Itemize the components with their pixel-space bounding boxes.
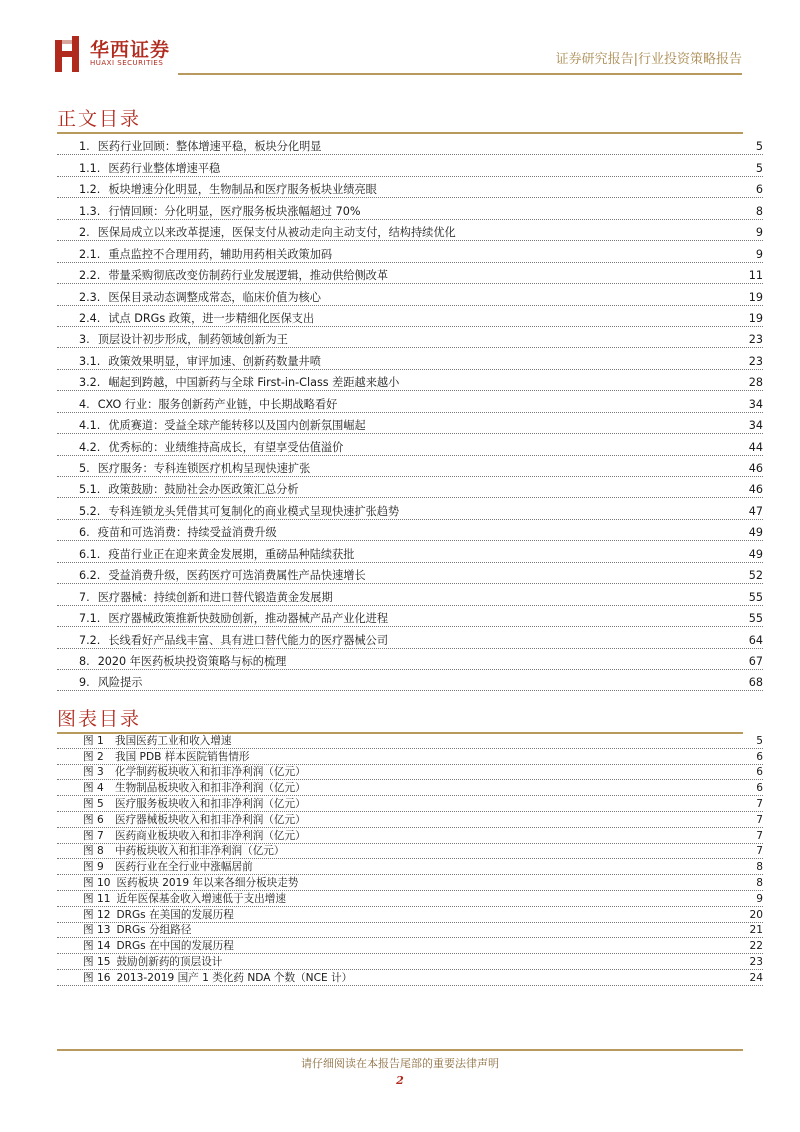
toc-row-text: 疫苗和可选消费：持续受益消费升级 — [97, 526, 277, 540]
toc-row-number: 1. — [79, 140, 90, 154]
figure-row[interactable] — [57, 780, 763, 796]
figure-row-number: 图 2 — [83, 750, 104, 763]
toc-row-text: 带量采购彻底改变仿制药行业发展逻辑，推动供给侧改革 — [108, 269, 389, 283]
footer-divider — [57, 1049, 743, 1051]
figure-row[interactable] — [57, 828, 763, 844]
toc-row-page: 9 — [755, 247, 763, 261]
figure-row-page: 6 — [756, 782, 763, 795]
toc-row[interactable] — [57, 134, 763, 155]
toc-row-text: 疫苗行业正在迎来黄金发展期，重磅品种陆续获批 — [108, 547, 355, 561]
figure-row[interactable] — [57, 765, 763, 781]
figure-row-page: 7 — [756, 829, 763, 842]
figure-row-page: 22 — [749, 940, 763, 953]
figure-row-page: 6 — [756, 750, 763, 763]
toc-row-number: 2.3. — [79, 290, 101, 304]
figure-row-number: 图 12 — [83, 908, 111, 921]
toc-row-text: 医疗器械政策推新快鼓励创新，推动器械产品产业化进程 — [108, 612, 389, 626]
toc-row-text: 医保局成立以来改革提速，医保支付从被动走向主动支付，结构持续优化 — [97, 226, 456, 240]
toc-row-number: 7. — [79, 590, 90, 604]
toc-row[interactable] — [57, 649, 763, 670]
toc-row[interactable] — [57, 434, 763, 455]
toc-row[interactable] — [57, 155, 763, 176]
figure-row-page: 24 — [749, 971, 763, 984]
figure-row-number: 图 15 — [83, 955, 111, 968]
toc-row-text: 试点 DRGs 政策，进一步精细化医保支出 — [108, 311, 315, 325]
toc-row[interactable] — [57, 348, 763, 369]
figure-row-text: 医药行业在全行业中涨幅居前 — [115, 861, 253, 874]
figure-row-number: 图 11 — [83, 892, 111, 905]
figure-row-number: 图 14 — [83, 940, 111, 953]
figure-row-text: 医疗器械板块收入和扣非净利润（亿元） — [115, 813, 306, 826]
toc-row-page: 5 — [755, 140, 763, 154]
toc-row-number: 3.2. — [79, 376, 101, 390]
figure-row-page: 7 — [756, 797, 763, 810]
toc-row-number: 5.2. — [79, 504, 101, 518]
figure-row-page: 8 — [756, 876, 763, 889]
toc-row-text: 政策效果明显，审评加速、创新药数量井喷 — [108, 354, 321, 368]
toc-row-number: 4.1. — [79, 419, 101, 433]
toc-row-number: 2.2. — [79, 269, 101, 283]
toc-row-text: 专科连锁龙头凭借其可复制化的商业模式呈现快速扩张趋势 — [108, 504, 400, 518]
figure-row-number: 图 16 — [83, 971, 111, 984]
figure-row-page: 7 — [756, 845, 763, 858]
figure-row[interactable] — [57, 749, 763, 765]
toc-row-text: 顶层设计初步形成，制药领域创新为王 — [97, 333, 288, 347]
figure-row[interactable] — [57, 875, 763, 891]
figure-row[interactable] — [57, 812, 763, 828]
figure-row-page: 21 — [749, 924, 763, 937]
toc-row-page: 8 — [755, 204, 763, 218]
toc-row-number: 4.2. — [79, 440, 101, 454]
toc-row-number: 3. — [79, 333, 90, 347]
toc-row[interactable] — [57, 584, 763, 605]
toc-row-page: 55 — [748, 612, 763, 626]
figure-row[interactable] — [57, 796, 763, 812]
figure-row-text: 医药商业板块收入和扣非净利润（亿元） — [115, 829, 306, 842]
figure-row-text: 生物制品板块收入和扣非净利润（亿元） — [115, 782, 306, 795]
figure-row[interactable] — [57, 923, 763, 939]
toc-row-text: 医保目录动态调整成常态，临床价值为核心 — [108, 290, 321, 304]
toc-row-page: 49 — [748, 526, 763, 540]
figure-row-text: 近年医保基金收入增速低于支出增速 — [116, 892, 286, 905]
figure-row-number: 图 8 — [83, 845, 104, 858]
toc-row-text: CXO 行业：服务创新药产业链，中长期战略看好 — [97, 397, 338, 411]
brand-name-en: HUAXI SECURITIES — [90, 59, 164, 67]
figure-row[interactable] — [57, 733, 763, 749]
figure-row-text: 我国医药工业和收入增速 — [115, 734, 232, 747]
figure-row-number: 图 9 — [83, 861, 104, 874]
toc-row-page: 46 — [748, 483, 763, 497]
toc-row-number: 5.1. — [79, 483, 101, 497]
figure-row-text: DRGs 在中国的发展历程 — [116, 940, 234, 953]
toc-row[interactable] — [57, 198, 763, 219]
toc-row-page: 9 — [755, 226, 763, 240]
toc-row-number: 2.1. — [79, 247, 101, 261]
toc-row-number: 7.2. — [79, 633, 101, 647]
toc-row[interactable] — [57, 391, 763, 412]
toc-row-page: 64 — [748, 633, 763, 647]
figure-row-number: 图 6 — [83, 813, 104, 826]
toc-row-text: 重点监控不合理用药，辅助用药相关政策加码 — [108, 247, 333, 261]
toc-row[interactable] — [57, 563, 763, 584]
toc-row-page: 67 — [748, 654, 763, 668]
toc-row-number: 6.2. — [79, 569, 101, 583]
toc-row-page: 49 — [748, 547, 763, 561]
toc-row[interactable] — [57, 306, 763, 327]
toc-row-text: 优秀标的：业绩维持高成长，有望享受估值溢价 — [108, 440, 344, 454]
toc-row[interactable] — [57, 327, 763, 348]
toc-row-number: 5. — [79, 462, 90, 475]
figure-row[interactable] — [57, 907, 763, 923]
toc-row-text: 医疗器械：持续创新和进口替代锻造黄金发展期 — [97, 590, 333, 604]
header-divider — [178, 73, 742, 75]
toc-row-number: 3.1. — [79, 354, 101, 368]
figure-row-text: 化学制药板块收入和扣非净利润（亿元） — [115, 766, 306, 779]
toc-row[interactable] — [57, 370, 763, 391]
figure-row-page: 6 — [756, 766, 763, 779]
toc-row-number: 7.1. — [79, 612, 101, 626]
toc-row-page: 55 — [748, 590, 763, 604]
toc-row[interactable] — [57, 263, 763, 284]
figure-row[interactable] — [57, 954, 763, 970]
figures-title: 图表目录 — [57, 708, 142, 730]
toc-row[interactable] — [57, 520, 763, 541]
toc-row-number: 6. — [79, 526, 90, 540]
figure-row-text: 医药板块 2019 年以来各细分板块走势 — [116, 876, 299, 889]
toc-row-page: 44 — [748, 440, 763, 454]
toc-row-text: 受益消费升级，医药医疗可选消费属性产品快速增长 — [108, 569, 366, 583]
toc-row[interactable] — [57, 606, 763, 627]
toc-row-text: 板块增速分化明显，生物制品和医疗服务板块业绩亮眼 — [108, 183, 377, 197]
figure-row-text: 2013-2019 国产 1 类化药 NDA 个数（NCE 计） — [116, 971, 353, 984]
toc-row-page: 5 — [755, 161, 763, 175]
toc-row-page: 52 — [748, 569, 763, 583]
toc-row-number: 1.1. — [79, 161, 101, 175]
figure-row[interactable] — [57, 859, 763, 875]
toc-row-text: 医疗服务：专科连锁医疗机构呈现快速扩张 — [97, 462, 311, 475]
toc-row-page: 19 — [748, 311, 763, 325]
toc-row[interactable] — [57, 477, 763, 498]
toc-row-number: 9. — [79, 676, 90, 690]
toc-row-page: 23 — [748, 333, 763, 347]
toc-row-number: 8. — [79, 654, 90, 668]
figure-row-number: 图 5 — [83, 797, 104, 810]
report-type: 证券研究报告|行业投资策略报告 — [555, 52, 742, 67]
figure-row-text: DRGs 在美国的发展历程 — [116, 908, 234, 921]
toc-row-text: 风险提示 — [97, 676, 143, 690]
figures-list — [57, 733, 763, 986]
figure-row-page: 9 — [756, 892, 763, 905]
figure-row-number: 图 3 — [83, 766, 104, 779]
toc-row-page: 34 — [748, 397, 763, 411]
legal-notice: 请仔细阅读在本报告尾部的重要法律声明 — [301, 1057, 499, 1070]
toc-row-number: 1.3. — [79, 204, 101, 218]
figure-row[interactable] — [57, 844, 763, 860]
page-header — [0, 0, 800, 80]
toc-row[interactable] — [57, 670, 763, 691]
figure-row[interactable] — [57, 938, 763, 954]
figure-row-page: 7 — [756, 813, 763, 826]
figure-row-number: 图 13 — [83, 924, 111, 937]
toc-row-page: 11 — [748, 269, 763, 283]
brand-name-cn: 华西证券 — [90, 39, 171, 61]
toc-list — [57, 134, 763, 691]
toc-row-number: 4. — [79, 397, 90, 411]
toc-row-text: 长线看好产品线丰富、具有进口替代能力的医疗器械公司 — [108, 633, 389, 647]
toc-title: 正文目录 — [57, 108, 142, 130]
toc-row[interactable] — [57, 177, 763, 198]
figure-row[interactable] — [57, 970, 763, 986]
toc-row-page: 28 — [748, 376, 763, 390]
figure-row-number: 图 7 — [83, 829, 104, 842]
figure-row-page: 5 — [756, 734, 763, 747]
toc-row-text: 优质赛道：受益全球产能转移以及国内创新氛围崛起 — [108, 419, 366, 433]
toc-row[interactable] — [57, 627, 763, 648]
figure-row-page: 23 — [749, 955, 763, 968]
toc-row[interactable] — [57, 456, 763, 477]
toc-row-page: 23 — [748, 354, 763, 368]
page-number: 2 — [396, 1074, 404, 1087]
toc-row[interactable] — [57, 220, 763, 241]
toc-row-text: 2020 年医药板块投资策略与标的梳理 — [97, 654, 287, 668]
huaxi-logo-icon — [55, 36, 81, 72]
figure-row-page: 8 — [756, 861, 763, 874]
figure-row-number: 图 10 — [83, 876, 111, 889]
figure-row[interactable] — [57, 891, 763, 907]
toc-row-number: 1.2. — [79, 183, 101, 197]
toc-row-number: 6.1. — [79, 547, 101, 561]
toc-row-text: 政策鼓励：鼓励社会办医政策汇总分析 — [108, 483, 299, 497]
toc-row-number: 2. — [79, 226, 90, 240]
toc-row-text: 医药行业整体增速平稳 — [108, 161, 221, 175]
toc-row-page: 68 — [748, 676, 763, 690]
toc-row-text: 崛起到跨越，中国新药与全球 First-in-Class 差距越来越小 — [108, 376, 400, 390]
toc-row-text: 行情回顾：分化明显，医疗服务板块涨幅超过 70% — [108, 204, 361, 218]
figure-row-number: 图 1 — [83, 734, 104, 747]
figure-row-page: 20 — [749, 908, 763, 921]
figure-row-text: 鼓励创新药的顶层设计 — [116, 955, 223, 968]
figure-row-text: 医疗服务板块收入和扣非净利润（亿元） — [115, 797, 306, 810]
figure-row-number: 图 4 — [83, 782, 104, 795]
toc-row-number: 2.4. — [79, 311, 101, 325]
toc-row[interactable] — [57, 241, 763, 262]
figure-row-text: 中药板块收入和扣非净利润（亿元） — [115, 845, 285, 858]
toc-row-page: 47 — [748, 504, 763, 518]
toc-row[interactable] — [57, 413, 763, 434]
toc-row[interactable] — [57, 541, 763, 562]
toc-row[interactable] — [57, 284, 763, 305]
toc-row-page: 19 — [748, 290, 763, 304]
figure-row-text: 我国 PDB 样本医院销售情形 — [115, 750, 250, 763]
toc-row-page: 34 — [748, 419, 763, 433]
toc-row[interactable] — [57, 498, 763, 519]
toc-row-text: 医药行业回顾：整体增速平稳，板块分化明显 — [97, 140, 322, 154]
toc-row-page: 6 — [755, 183, 763, 197]
figure-row-text: DRGs 分组路径 — [116, 924, 192, 937]
toc-row-page: 46 — [748, 462, 763, 475]
